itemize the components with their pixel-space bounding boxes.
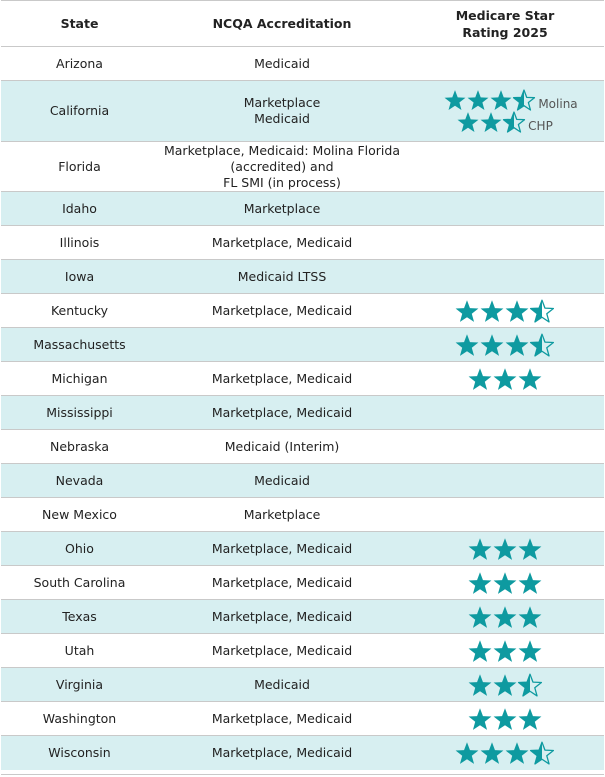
state-cell	[1, 498, 158, 531]
accreditation-cell	[158, 498, 406, 531]
full-star-icon	[518, 606, 541, 628]
table-row	[1, 430, 604, 464]
state-cell	[1, 226, 158, 259]
state-cell	[1, 260, 158, 293]
state-name: Illinois	[59, 234, 100, 250]
accreditation-cell	[158, 328, 406, 361]
rating-line	[468, 639, 543, 663]
rating-group	[468, 673, 543, 697]
rating-line	[455, 299, 555, 323]
rating-group	[455, 299, 555, 323]
rating-group	[468, 571, 543, 595]
full-star-icon	[493, 640, 516, 662]
state-cell	[1, 47, 158, 80]
table-row	[1, 532, 604, 566]
state-name: Massachusetts	[33, 336, 126, 352]
accreditation-cell	[158, 81, 406, 141]
accreditation-cell	[158, 260, 406, 293]
accreditation-text: Marketplace, Medicaid	[211, 710, 353, 726]
table-row	[1, 362, 604, 396]
rating-line	[468, 605, 543, 629]
state-cell	[1, 362, 158, 395]
accreditation-cell	[158, 702, 406, 735]
rating-line	[468, 571, 543, 595]
accreditation-cell	[158, 566, 406, 599]
star-rating-cell	[406, 142, 604, 191]
state-cell	[1, 81, 158, 141]
header-star-rating: Medicare Star Rating 2025	[455, 7, 555, 40]
state-name: Virginia	[55, 676, 104, 692]
full-star-icon	[518, 538, 541, 560]
state-name: Iowa	[64, 268, 95, 284]
rating-group	[468, 639, 543, 663]
accreditation-cell	[158, 464, 406, 497]
state-cell	[1, 464, 158, 497]
star-rating-icons	[444, 89, 536, 111]
state-name: Nebraska	[50, 438, 109, 454]
state-cell	[1, 294, 158, 327]
full-star-icon	[468, 708, 491, 730]
star-rating-cell	[406, 736, 604, 770]
table-row	[1, 600, 604, 634]
star-rating-icons	[455, 333, 555, 357]
table-body	[1, 47, 604, 770]
state-cell	[1, 396, 158, 429]
table-row	[1, 226, 604, 260]
half-star-icon	[531, 300, 554, 322]
star-rating-cell	[406, 260, 604, 293]
accreditation-cell	[158, 396, 406, 429]
accreditation-text: Marketplace	[243, 200, 321, 216]
full-star-icon	[456, 334, 479, 356]
star-rating-cell	[406, 47, 604, 80]
rating-line	[457, 111, 553, 133]
half-star-icon	[518, 674, 541, 696]
star-rating-cell	[406, 294, 604, 327]
state-cell	[1, 702, 158, 735]
state-cell	[1, 532, 158, 565]
accreditation-cell	[158, 192, 406, 225]
state-name: Ohio	[65, 540, 94, 556]
star-rating-icons	[468, 673, 543, 697]
accreditation-text: Marketplace, Medicaid	[211, 370, 353, 386]
full-star-icon	[493, 606, 516, 628]
full-star-icon	[518, 368, 541, 390]
table-row	[1, 464, 604, 498]
state-name: Florida	[58, 158, 101, 174]
header-accreditation: NCQA Accreditation	[212, 16, 352, 31]
rating-line	[468, 707, 543, 731]
accreditation-cell	[158, 142, 406, 191]
table-row	[1, 566, 604, 600]
star-rating-cell	[406, 81, 604, 141]
state-name: California	[49, 103, 110, 118]
accreditation-text: Marketplace, Medicaid	[211, 745, 353, 760]
table-row	[1, 668, 604, 702]
full-star-icon	[468, 368, 491, 390]
rating-line	[468, 367, 543, 391]
full-star-icon	[491, 90, 512, 110]
accreditation-cell	[158, 47, 406, 80]
table-row	[1, 260, 604, 294]
full-star-icon	[493, 708, 516, 730]
accreditation-text: Marketplace, Medicaid	[211, 404, 353, 420]
table-row	[1, 47, 604, 81]
accreditation-text: Marketplace, Medicaid	[211, 642, 353, 658]
accreditation-cell	[158, 226, 406, 259]
state-name: New Mexico	[42, 506, 117, 522]
full-star-icon	[456, 742, 479, 764]
star-rating-cell	[406, 566, 604, 599]
accreditation-text: Medicaid LTSS	[237, 268, 327, 284]
state-cell	[1, 668, 158, 701]
half-star-icon	[531, 334, 554, 356]
star-rating-cell	[406, 702, 604, 735]
star-rating-cell	[406, 192, 604, 225]
full-star-icon	[481, 742, 504, 764]
table-row	[1, 498, 604, 532]
full-star-icon	[481, 334, 504, 356]
accreditation-text: Marketplace, Medicaid	[211, 234, 353, 250]
full-star-icon	[518, 572, 541, 594]
accreditation-text: Marketplace Medicaid	[243, 95, 321, 126]
table-row	[1, 294, 604, 328]
star-rating-icons	[468, 367, 543, 391]
state-cell	[1, 142, 158, 191]
rating-line	[468, 673, 543, 697]
state-cell	[1, 430, 158, 463]
half-star-icon	[514, 90, 535, 110]
full-star-icon	[493, 572, 516, 594]
full-star-icon	[468, 538, 491, 560]
state-name: Mississippi	[46, 404, 113, 420]
table-row	[1, 192, 604, 226]
table-header	[1, 1, 604, 47]
state-cell	[1, 600, 158, 633]
star-rating-cell	[406, 498, 604, 531]
accreditation-text: Marketplace, Medicaid	[211, 608, 353, 624]
star-rating-icons	[457, 111, 526, 133]
rating-line	[468, 537, 543, 561]
full-star-icon	[506, 742, 529, 764]
accreditation-text: Marketplace	[243, 506, 321, 522]
accreditation-text: Marketplace, Medicaid	[211, 540, 353, 556]
table-row	[1, 328, 604, 362]
full-star-icon	[481, 300, 504, 322]
state-name: Idaho	[62, 200, 97, 216]
rating-group	[468, 537, 543, 561]
state-name: Nevada	[55, 472, 104, 488]
accreditation-cell	[158, 294, 406, 327]
star-rating-cell	[406, 600, 604, 633]
plan-label: CHP	[528, 119, 553, 133]
full-star-icon	[518, 708, 541, 730]
star-rating-cell	[406, 634, 604, 667]
full-star-icon	[456, 300, 479, 322]
state-name: Utah	[64, 642, 95, 658]
full-star-icon	[481, 112, 502, 132]
accreditation-text: Marketplace, Medicaid	[211, 574, 353, 590]
accreditation-cell	[158, 430, 406, 463]
plan-label: Molina	[538, 97, 578, 111]
state-cell	[1, 736, 158, 770]
accreditation-text: Medicaid	[254, 55, 310, 71]
state-name: Washington	[42, 710, 117, 726]
star-rating-icons	[455, 741, 555, 765]
full-star-icon	[458, 112, 479, 132]
accreditation-cell	[158, 668, 406, 701]
state-name: Michigan	[51, 370, 108, 386]
accreditation-cell	[158, 362, 406, 395]
star-rating-icons	[468, 537, 543, 561]
accreditation-text: Marketplace, Medicaid: Molina Florida (accredited) and FL SMI (in process)	[163, 142, 400, 190]
star-rating-cell	[406, 362, 604, 395]
accreditation-table	[1, 0, 604, 775]
accreditation-text: Marketplace, Medicaid	[211, 302, 353, 318]
star-rating-cell	[406, 430, 604, 463]
full-star-icon	[493, 674, 516, 696]
full-star-icon	[493, 538, 516, 560]
star-rating-icons	[455, 299, 555, 323]
rating-group	[432, 89, 577, 133]
table-row	[1, 142, 604, 192]
accreditation-text: Medicaid	[254, 676, 310, 692]
full-star-icon	[506, 334, 529, 356]
table-row	[1, 396, 604, 430]
state-name: Kentucky	[50, 302, 109, 318]
header-state: State	[60, 16, 99, 31]
star-rating-cell	[406, 464, 604, 497]
state-name: Arizona	[56, 55, 103, 71]
rating-line	[455, 741, 555, 765]
full-star-icon	[506, 300, 529, 322]
rating-group	[468, 367, 543, 391]
star-rating-icons	[468, 605, 543, 629]
full-star-icon	[468, 90, 489, 110]
state-name: Wisconsin	[48, 745, 111, 760]
full-star-icon	[518, 640, 541, 662]
table-row	[1, 702, 604, 736]
half-star-icon	[504, 112, 525, 132]
star-rating-icons	[468, 707, 543, 731]
state-cell	[1, 328, 158, 361]
full-star-icon	[468, 572, 491, 594]
star-rating-cell	[406, 396, 604, 429]
full-star-icon	[468, 674, 491, 696]
full-star-icon	[493, 368, 516, 390]
full-star-icon	[468, 640, 491, 662]
accreditation-cell	[158, 600, 406, 633]
rating-group	[455, 333, 555, 357]
rating-group	[468, 707, 543, 731]
state-name: Texas	[62, 608, 97, 624]
star-rating-icons	[468, 639, 543, 663]
state-cell	[1, 192, 158, 225]
state-cell	[1, 634, 158, 667]
star-rating-icons	[468, 571, 543, 595]
rating-group	[468, 605, 543, 629]
state-name: South Carolina	[33, 574, 126, 590]
full-star-icon	[445, 90, 466, 110]
rating-group	[455, 741, 555, 765]
state-cell	[1, 566, 158, 599]
table-row	[1, 736, 604, 770]
rating-line	[444, 89, 577, 111]
accreditation-cell	[158, 634, 406, 667]
star-rating-cell	[406, 668, 604, 701]
star-rating-cell	[406, 328, 604, 361]
half-star-icon	[531, 742, 554, 764]
table-row	[1, 634, 604, 668]
rating-line	[455, 333, 555, 357]
accreditation-cell	[158, 532, 406, 565]
accreditation-cell	[158, 736, 406, 770]
accreditation-text: Medicaid	[254, 472, 310, 488]
accreditation-text: Medicaid (Interim)	[224, 438, 340, 454]
star-rating-cell	[406, 226, 604, 259]
star-rating-cell	[406, 532, 604, 565]
full-star-icon	[468, 606, 491, 628]
table-row	[1, 81, 604, 142]
